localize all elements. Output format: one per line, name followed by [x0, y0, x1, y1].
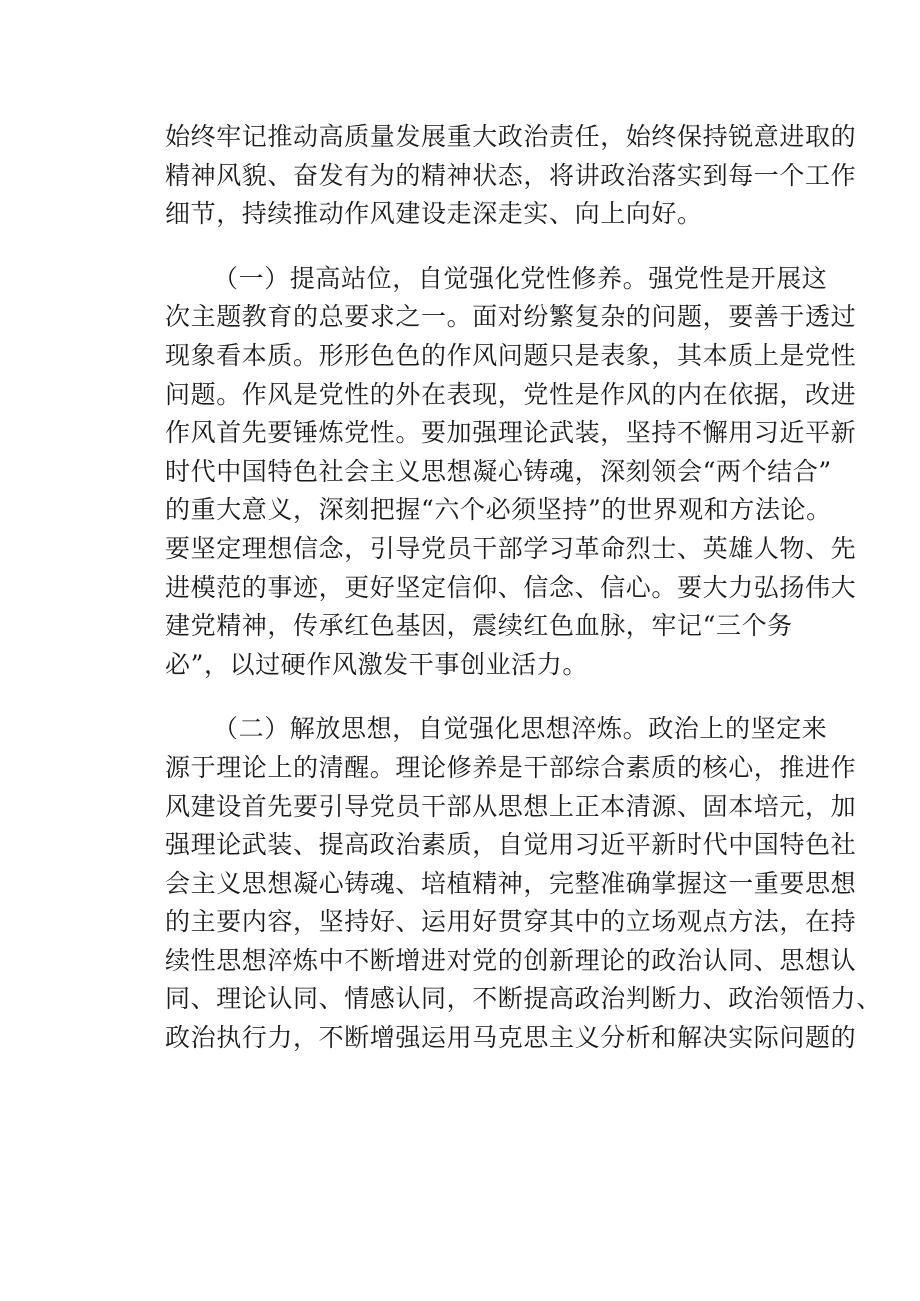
paragraph-line: 必”，以过硬作风激发干事创业活力。	[165, 649, 588, 679]
paragraph-line: 源于理论上的清醒。理论修养是干部综合素质的核心，推进作	[165, 752, 857, 782]
paragraph-spacer	[165, 684, 795, 710]
paragraph-line: 细节，持续推动作风建设走深走实、向上向好。	[165, 199, 703, 229]
paragraph-line: 续性思想淬炼中不断增进对党的创新理论的政治认同、思想认	[165, 945, 857, 975]
paragraph-line: 的主要内容，坚持好、运用好贯穿其中的立场观点方法，在持	[165, 907, 857, 937]
paragraph-line: 会主义思想凝心铸魂、培植精神，完整准确掌握这一重要思想	[165, 868, 857, 898]
paragraph-line: 时代中国特色社会主义思想凝心铸魂，深刻领会“两个结合”	[165, 456, 832, 486]
paragraph-line: 始终牢记推动高质量发展重大政治责任，始终保持锐意进取的	[165, 122, 857, 151]
paragraph-line: 强理论武装、提高政治素质，自觉用习近平新时代中国特色社	[165, 830, 857, 860]
paragraph-spacer	[165, 234, 795, 260]
paragraph-line: 要坚定理想信念，引导党员干部学习革命烈士、英雄人物、先	[165, 533, 857, 563]
paragraph-line: 精神风貌、奋发有为的精神状态，将讲政治落实到每一个工作	[165, 160, 857, 190]
section-heading-line: （二）解放思想，自觉强化思想淬炼。政治上的坚定来	[213, 714, 828, 744]
paragraph-line: 次主题教育的总要求之一。面对纷繁复杂的问题，要善于透过	[165, 302, 857, 332]
paragraph-line: 风建设首先要引导党员干部从思想上正本清源、固本培元，加	[165, 791, 857, 821]
paragraph-line: 问题。作风是党性的外在表现，党性是作风的内在依据，改进	[165, 379, 857, 409]
paragraph-section-two	[165, 710, 882, 1057]
section-heading-line: （一）提高站位，自觉强化党性修养。强党性是开展这	[213, 263, 828, 293]
paragraph-intro	[165, 118, 857, 234]
paragraph-line: 建党精神，传承红色基因，震续红色血脉，牢记“三个务	[165, 611, 793, 641]
document-body	[165, 118, 882, 1058]
paragraph-line: 作风首先要锤炼党性。要加强理论武装，坚持不懈用习近平新	[165, 418, 857, 448]
paragraph-section-one	[165, 260, 857, 685]
paragraph-line: 同、理论认同、情感认同，不断提高政治判断力、政治领悟力、	[165, 984, 882, 1014]
paragraph-line: 现象看本质。形形色色的作风问题只是表象，其本质上是党性	[165, 340, 857, 370]
paragraph-line: 进模范的事迹，更好坚定信仰、信念、信心。要大力弘扬伟大	[165, 572, 857, 602]
paragraph-line: 的重大意义，深刻把握“六个必须坚持”的世界观和方法论。	[165, 495, 832, 525]
paragraph-line: 政治执行力，不断增强运用马克思主义分析和解决实际问题的	[165, 1023, 857, 1053]
